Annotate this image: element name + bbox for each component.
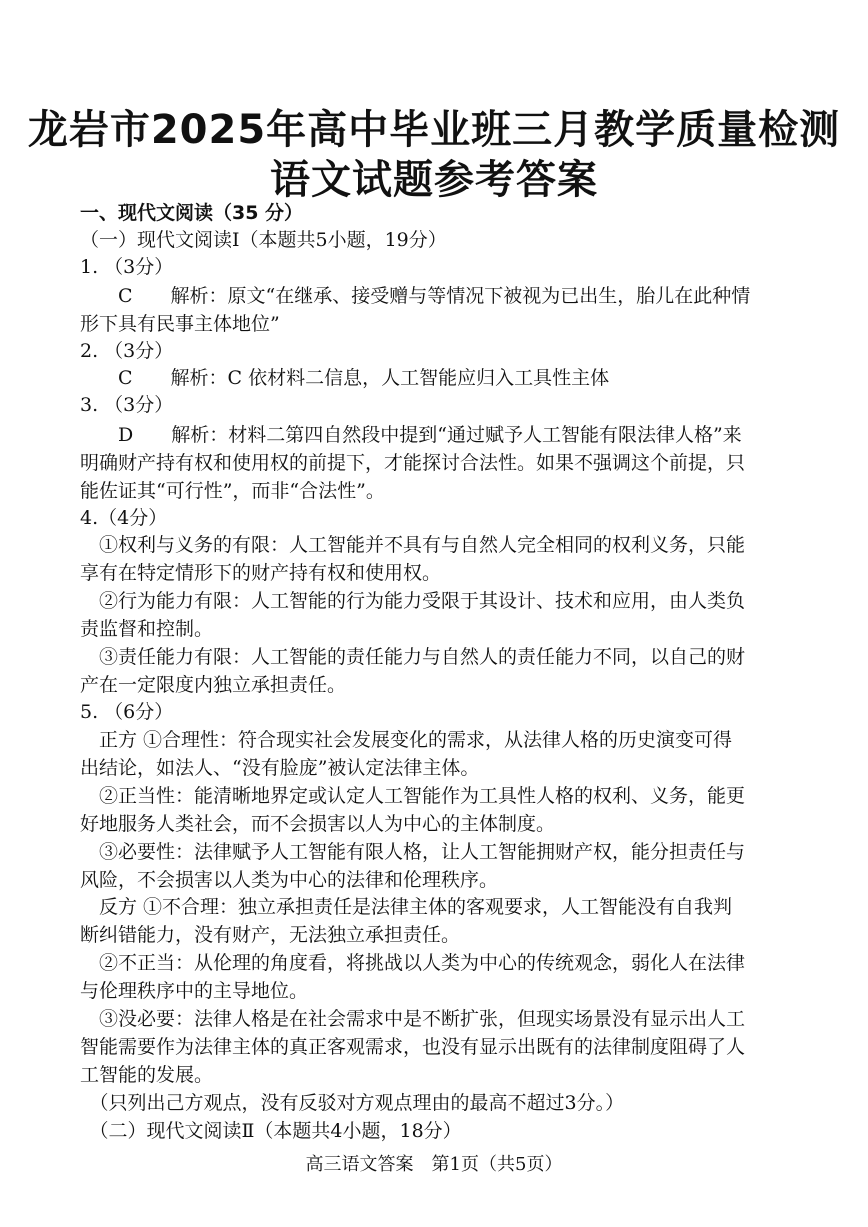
answer-line: 风险，不会损害以人类为中心的法律和伦理秩序。 (80, 869, 499, 891)
section-heading: 一、现代文阅读（35 分） (80, 202, 304, 224)
answer-line: 智能需要作为法律主体的真正客观需求，也没有显示出既有的法律制度阻碍了人 (80, 1036, 746, 1058)
title-line-2: 语文试题参考答案 (270, 157, 598, 203)
answer-line: 工智能的发展。 (80, 1064, 214, 1086)
answer-line: ①权利与义务的有限：人工智能并不具有与自然人完全相同的权利义务，只能 (80, 534, 746, 556)
answer-line: 断纠错能力，没有财产，无法独立承担责任。 (80, 924, 461, 946)
scoring-note: （只列出己方观点，没有反驳对方观点理由的最高不超过3分。） (80, 1092, 625, 1114)
answer-line: ②正当性：能清晰地界定或认定人工智能作为工具性人格的权利、义务，能更 (80, 785, 746, 807)
answer-line: 明确财产持有权和使用权的前提下，才能探讨合法性。如果不强调这个前提，只 (80, 452, 746, 474)
answer-line: ③没必要：法律人格是在社会需求中是不断扩张，但现实场景没有显示出人工 (80, 1008, 746, 1030)
question-4-header: 4.（4分） (80, 507, 168, 529)
answer-line: 享有在特定情形下的财产持有权和使用权。 (80, 562, 442, 584)
title-line-1: 龙岩市2025年高中毕业班三月教学质量检测 (27, 107, 841, 153)
answer-line: 出结论，如法人、“没有脸庞”被认定法律主体。 (80, 757, 480, 779)
page-footer: 高三语文答案 第1页（共5页） (305, 1154, 563, 1175)
answer-line: D 解析：材料二第四自然段中提到“通过赋予人工智能有限法律人格”来 (80, 424, 742, 446)
answer-line: C 解析：原文“在继承、接受赠与等情况下被视为已出生，胎儿在此种情 (80, 285, 751, 307)
answer-line: C 解析：C 依材料二信息，人工智能应归入工具性主体 (80, 367, 610, 389)
answer-line: 反方 ①不合理：独立承担责任是法律主体的客观要求，人工智能没有自我判 (80, 896, 733, 918)
answer-line: 产在一定限度内独立承担责任。 (80, 674, 347, 696)
answer-line: 能佐证其“可行性”，而非“合法性”。 (80, 480, 385, 502)
answer-line: ③必要性：法律赋予人工智能有限人格，让人工智能拥财产权，能分担责任与 (80, 841, 746, 863)
answer-line: 与伦理秩序中的主导地位。 (80, 980, 309, 1002)
subsection-heading: （一）现代文阅读Ⅰ（本题共5小题，19分） (80, 229, 447, 251)
answer-line: 正方 ①合理性：符合现实社会发展变化的需求，从法律人格的历史演变可得 (80, 729, 733, 751)
question-5-header: 5. （6分） (80, 701, 174, 723)
answer-line: ②行为能力有限：人工智能的行为能力受限于其设计、技术和应用，由人类负 (80, 590, 746, 612)
answer-line: 形下具有民事主体地位” (80, 313, 280, 335)
question-3-header: 3. （3分） (80, 394, 174, 416)
answer-line: 责监督和控制。 (80, 618, 214, 640)
answer-line: ③责任能力有限：人工智能的责任能力与自然人的责任能力不同，以自己的财 (80, 646, 746, 668)
subsection-heading: （二）现代文阅读Ⅱ（本题共4小题，18分） (80, 1120, 462, 1142)
answer-line: ②不正当：从伦理的角度看，将挑战以人类为中心的传统观念，弱化人在法律 (80, 952, 746, 974)
question-1-header: 1. （3分） (80, 256, 174, 278)
answer-line: 好地服务人类社会，而不会损害以人为中心的主体制度。 (80, 813, 556, 835)
question-2-header: 2. （3分） (80, 340, 174, 362)
